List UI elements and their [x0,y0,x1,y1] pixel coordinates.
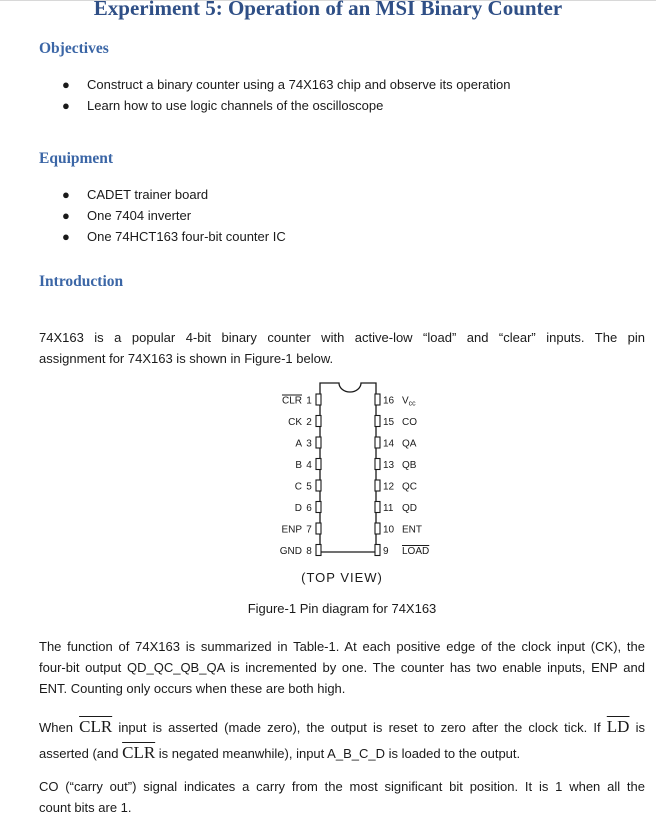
pin-7-number: 7 [306,524,312,536]
pin-12-label: QC [402,481,417,493]
list-item: ● CADET trainer board [62,184,286,205]
pin-8-label: GND [279,546,302,557]
pin-14-label: QA [402,438,417,450]
pin-8-lead [316,545,321,556]
objectives-heading: Objectives [39,40,109,57]
pin-9-lead [375,545,380,556]
pin-10-number: 10 [383,524,395,536]
pin-11-label: QD [402,503,417,514]
pin-4-label: B [295,460,302,471]
pin-3-label: A [295,438,302,450]
pin-10-label: ENT [402,524,422,536]
pin-diagram [236,380,456,565]
pin-15-number: 15 [383,417,395,428]
pin-4-lead [316,459,321,470]
introduction-heading: Introduction [39,273,124,290]
pin-2-number: 2 [306,417,312,428]
pin-15-label: CO [402,417,417,428]
carry-paragraph: CO (“carry out”) signal indicates a carry from the most significant bit position. It is 1 when all the count bits are 1. [39,779,645,815]
ic-body [320,383,376,552]
pin-16-lead [375,394,380,405]
page-title: Experiment 5: Operation of an MSI Binary Counter [93,0,563,20]
pin-16-number: 16 [383,395,395,407]
pin-11-lead [375,502,380,513]
pin-13-lead [375,459,380,470]
pin-5-number: 5 [306,481,312,493]
pin-9-number: 9 [383,546,389,557]
bullet-icon: ● [62,77,70,92]
pin-12-lead [375,480,380,491]
pin-2-label: CK [288,417,302,428]
pin-2-lead [316,416,321,427]
pin-13-label: QB [402,460,417,471]
pin-16-label: $V_{cc}$ [402,395,416,408]
bullet-icon: ● [62,187,70,202]
pin-6-number: 6 [306,503,312,514]
pin-1-number: 1 [306,395,312,407]
pin-4-number: 4 [306,460,312,471]
figure-caption: Figure-1 Pin diagram for 74X163 [247,601,437,616]
list-item: ● Learn how to use logic channels of the oscilloscope [62,95,510,116]
pin-1-lead [316,394,321,405]
equipment-heading: Equipment [39,150,114,167]
pin-3-lead [316,437,321,448]
pin-5-lead [316,480,321,491]
pin-14-number: 14 [383,438,395,450]
intro-paragraph: 74X163 is a popular 4-bit binary counter with active-low “load” and “clear” inputs. The pin assignment for 74X163 is shown in Figure-1 below. [39,330,645,366]
bullet-icon: ● [62,229,70,244]
pin-7-label: ENP [281,524,302,536]
pin-13-number: 13 [383,460,395,471]
pin-14-lead [375,437,380,448]
bullet-icon: ● [62,98,70,113]
top-view-label: (TOP VIEW) [301,570,383,585]
clr-overbar-text: $\overline{CLR}$ [79,717,113,736]
list-item: ● Construct a binary counter using a 74X163 chip and observe its operation [62,74,510,95]
objectives-list [62,74,510,116]
clear-load-paragraph: When $\overline{CLR}$ input is asserted (made zero), the output is reset to zero after the clock tick. If $\overline{LD}$ is asserted (and $\overline{CLR}$ is negated meanwhile), input A_B_C_D is loaded to the output. [39,717,645,762]
pin-12-number: 12 [383,481,395,493]
pin-1-label: CLR [281,395,302,407]
pin-3-number: 3 [306,438,312,450]
bullet-icon: ● [62,208,70,223]
pin-15-lead [375,416,380,427]
pin-7-lead [316,523,321,534]
pin-10-lead [375,523,380,534]
function-paragraph: The function of 74X163 is summarized in Table-1. At each positive edge of the clock input (CK), the four-bit output QD_QC_QB_QA is incremented by one. The counter has two enable inputs, ENP and ENT. Counting only occurs when these are both high. [39,639,645,696]
ld-overbar-text: $\overline{LD}$ [606,717,630,736]
pin-6-label: D [294,503,302,514]
pin-6-lead [316,502,321,513]
list-item: ● One 74HCT163 four-bit counter IC [62,226,286,247]
equipment-list [62,184,286,247]
clr-overbar-text: $\overline{CLR}$ [122,743,156,762]
pin-8-number: 8 [306,546,312,557]
list-item: ● One 7404 inverter [62,205,286,226]
pin-5-label: C [294,481,302,493]
pin-9-label: LOAD [402,546,430,557]
pin-11-number: 11 [383,503,394,514]
